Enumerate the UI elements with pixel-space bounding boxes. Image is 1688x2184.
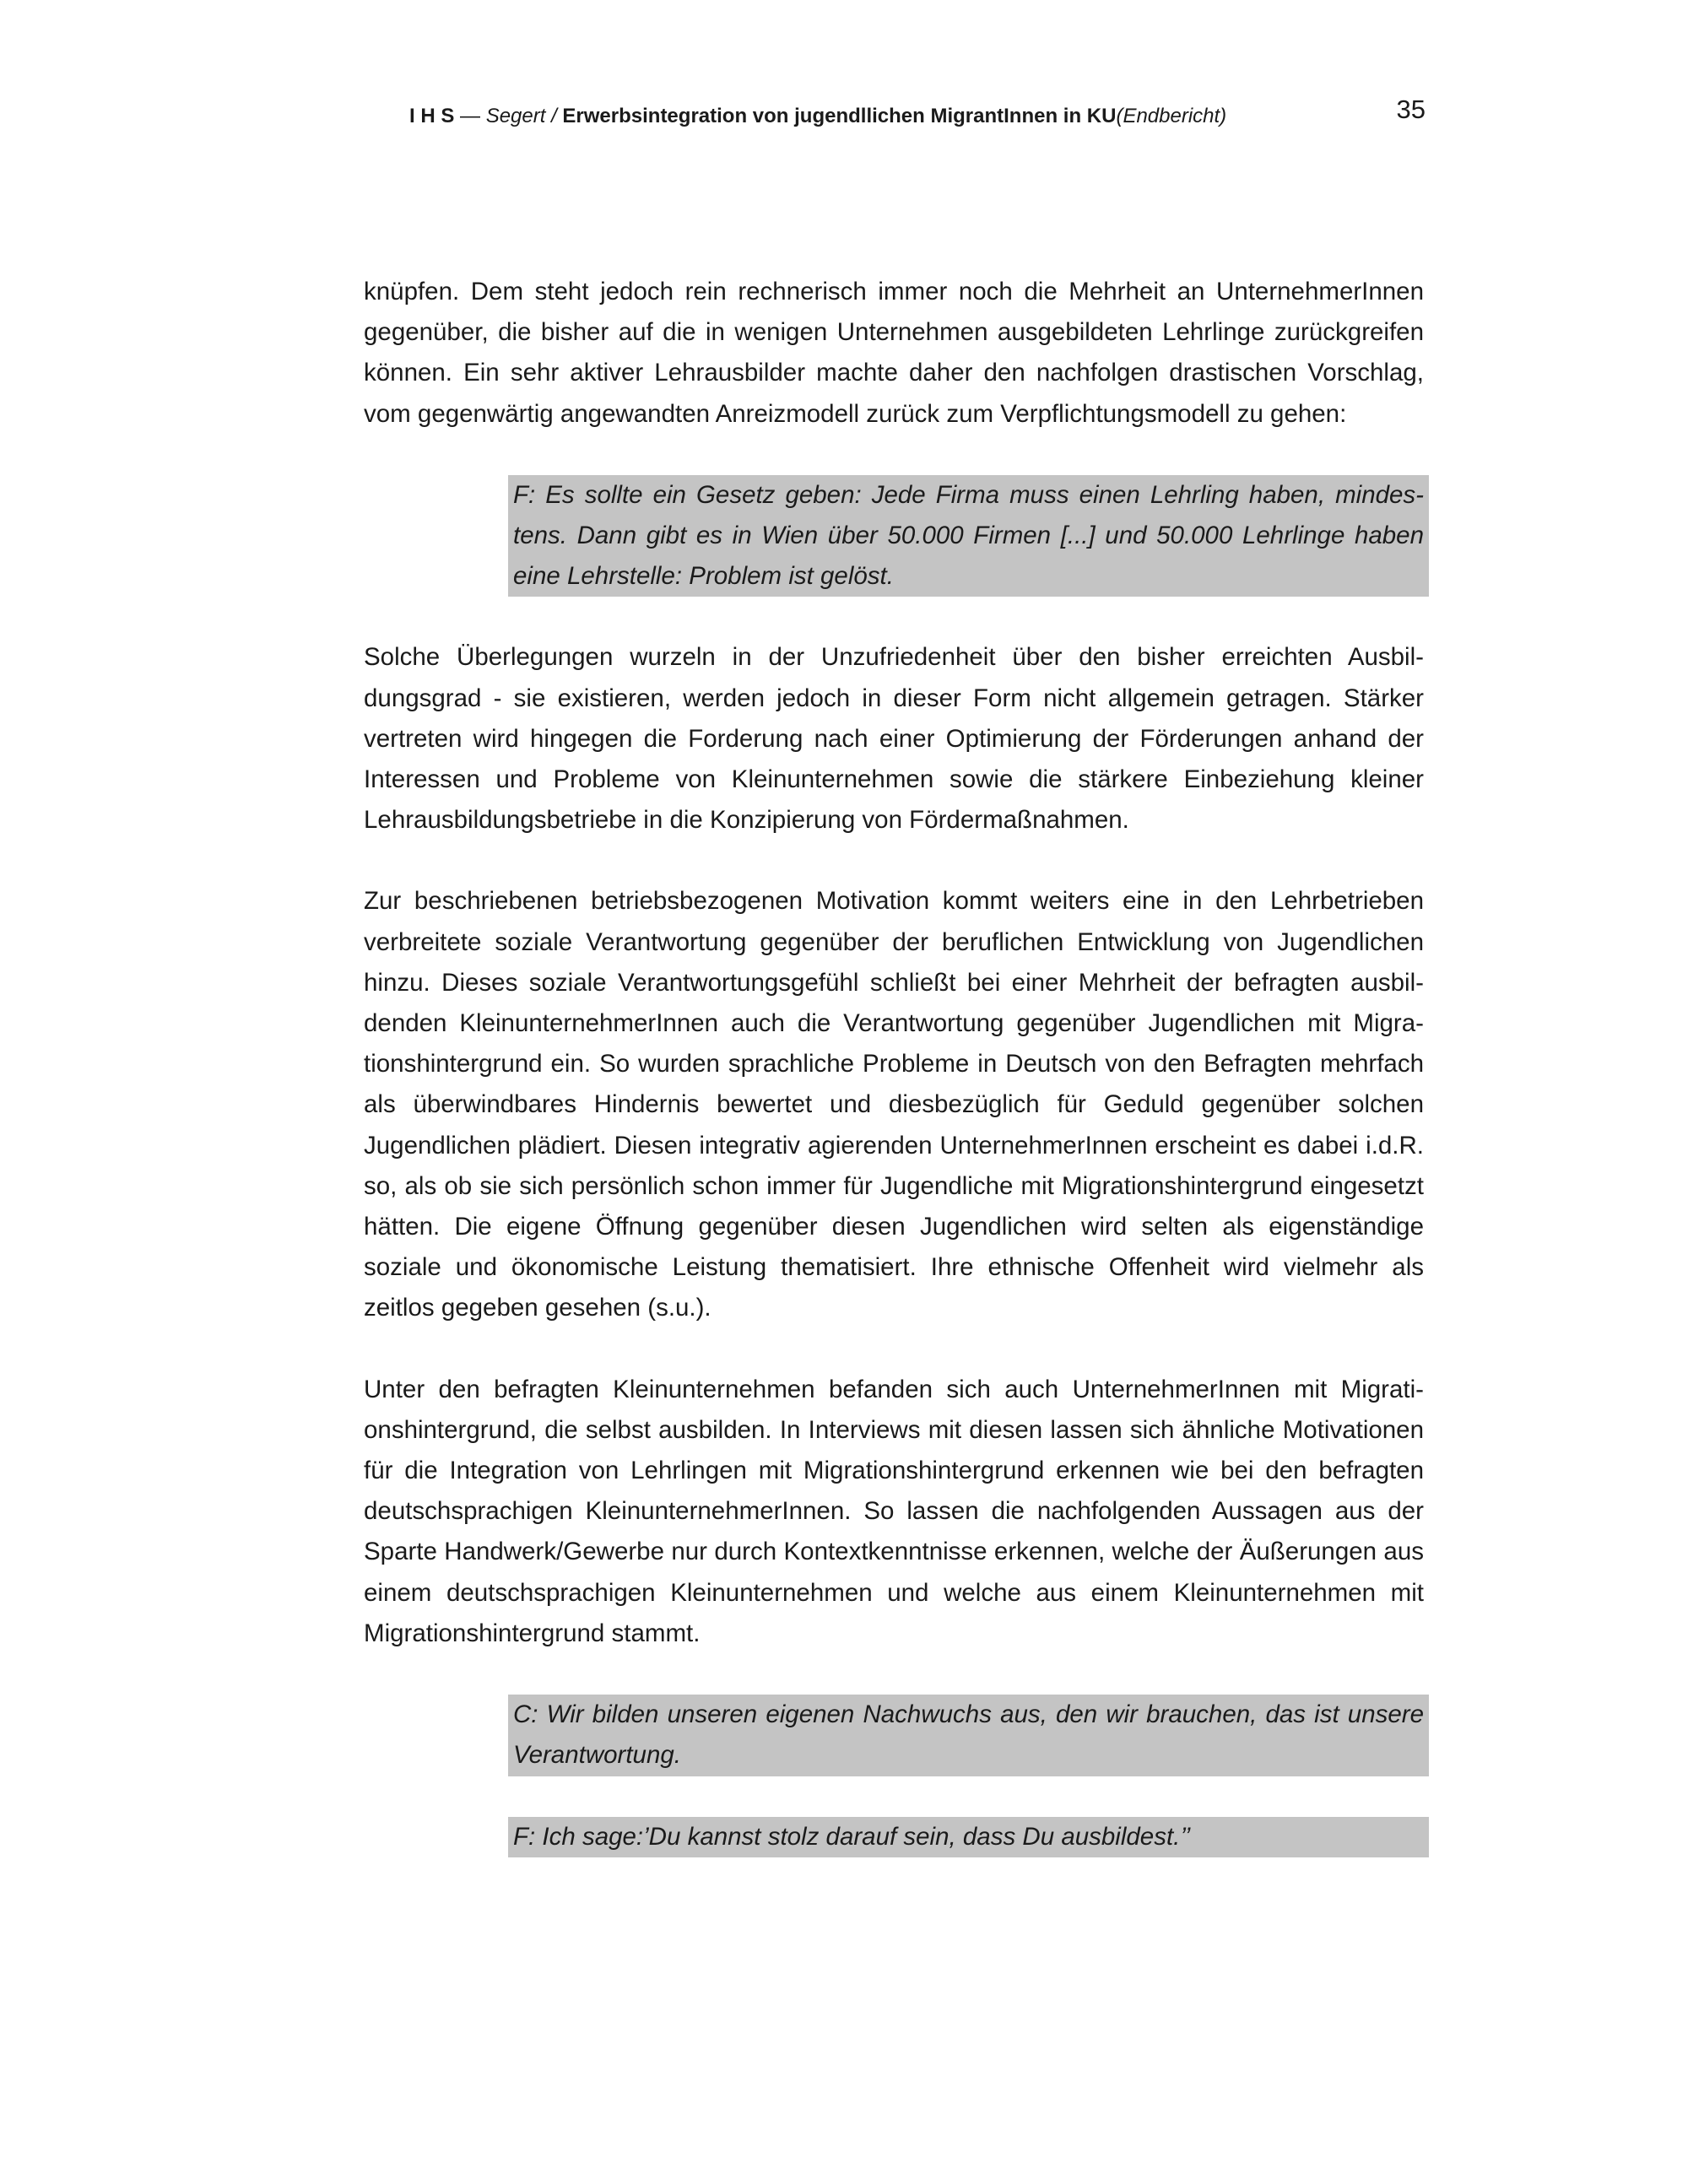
header-org: I H S — [409, 105, 455, 127]
page-number: 35 — [1396, 95, 1426, 124]
header-report-type: (Endbericht) — [1116, 105, 1227, 127]
interview-quote-1: F: Es sollte ein Gesetz geben: Jede Firma muss einen Lehrling haben, mindestens. Dann gibt es in Wien über 50.000 Firmen [...] und 50.000 Lehrlinge haben eine Lehrstelle: Problem ist gelöst. — [508, 475, 1429, 597]
body-paragraph-2: Solche Überlegungen wurzeln in der Unzufriedenheit über den bisher erreichten Ausbildungsgrad - sie existieren, werden jedoch in dieser Form nicht allgemein getragen. Stärker vertreten wird hingegen die Forderung nach einer Optimierung der Förderungen anhand der Interessen und Probleme von Kleinunternehmen sowie die stärkere Einbeziehung kleiner Lehrausbildungsbetriebe in die Konzipierung von Fördermaßnahmen. — [364, 643, 1424, 835]
interview-quote-2: C: Wir bilden unseren eigenen Nachwuchs aus, den wir brauchen, das ist unsere Verantwortung. — [508, 1695, 1429, 1776]
header-dash: — — [454, 105, 486, 127]
interview-quote-3-block — [364, 1817, 1424, 1857]
header-author: Segert / — [485, 105, 557, 127]
interview-quote-2-block — [364, 1695, 1424, 1776]
body-paragraph-3: Zur beschriebenen betriebsbezogenen Motivation kommt weiters eine in den Lehrbetrieben verbreitete soziale Verantwortung gegenüber der beruflichen Entwicklung von Jugendlichen hinzu. Dieses soziale Verantwortungsgefühl schließt bei einer Mehrheit der befragten ausbildenden KleinunternehmerInnen auch die Verantwortung gegenüber Jugendlichen mit Migrationshintergrund ein. So wurden sprachliche Probleme in Deutsch von den Befragten mehrfach als überwindbares Hindernis bewertet und diesbezüglich für Geduld gegenüber solchen Jugendlichen plädiert. Diesen integrativ agierenden UnternehmerInnen erscheint es dabei i.d.R. so, als ob sie sich persönlich schon immer für Jugendliche mit Migrationshintergrund eingesetzt hätten. Die eigene Öffnung gegenüber diesen Jugendlichen wird selten als eigenständige soziale und ökonomische Leistung thematisiert. Ihre ethnische Offenheit wird vielmehr als zeitlos gegeben gesehen (s.u.). — [364, 887, 1424, 1322]
running-header — [409, 95, 1431, 137]
body-paragraph-4: Unter den befragten Kleinunternehmen befanden sich auch UnternehmerInnen mit Migrationshintergrund, die selbst ausbilden. In Interviews mit diesen lassen sich ähnliche Motivationen für die Integration von Lehrlingen mit Migrationshintergrund erkennen wie bei den befragten deutschsprachigen KleinunternehmerInnen. So lassen die nachfolgenden Aussagen aus der Sparte Handwerk/Gewerbe nur durch Kontextkenntnisse erkennen, welche der Äußerungen aus einem deutschsprachigen Kleinunternehmen und welche aus einem Kleinunternehmen mit Migrationshintergrund stammt. — [364, 1375, 1424, 1647]
header-title: Erwerbsintegration von jugendllichen MigrantInnen in KU — [556, 105, 1117, 127]
body-paragraph-1: knüpfen. Dem steht jedoch rein rechnerisch immer noch die Mehrheit an UnternehmerInnen gegenüber, die bisher auf die in wenigen Unternehmen ausgebildeten Lehrlinge zurückgreifen können. Ein sehr aktiver Lehrausbilder machte daher den nachfolgen drastischen Vorschlag, vom gegenwärtig angewandten Anreizmodell zurück zum Verpflichtungsmodell zu gehen: — [364, 278, 1424, 428]
page-body — [364, 272, 1424, 1857]
interview-quote-1-block — [364, 475, 1424, 597]
interview-quote-3: F: Ich sage:’Du kannst stolz darauf sein, dass Du ausbildest.’’ — [508, 1817, 1429, 1857]
header-citation — [409, 98, 1226, 135]
